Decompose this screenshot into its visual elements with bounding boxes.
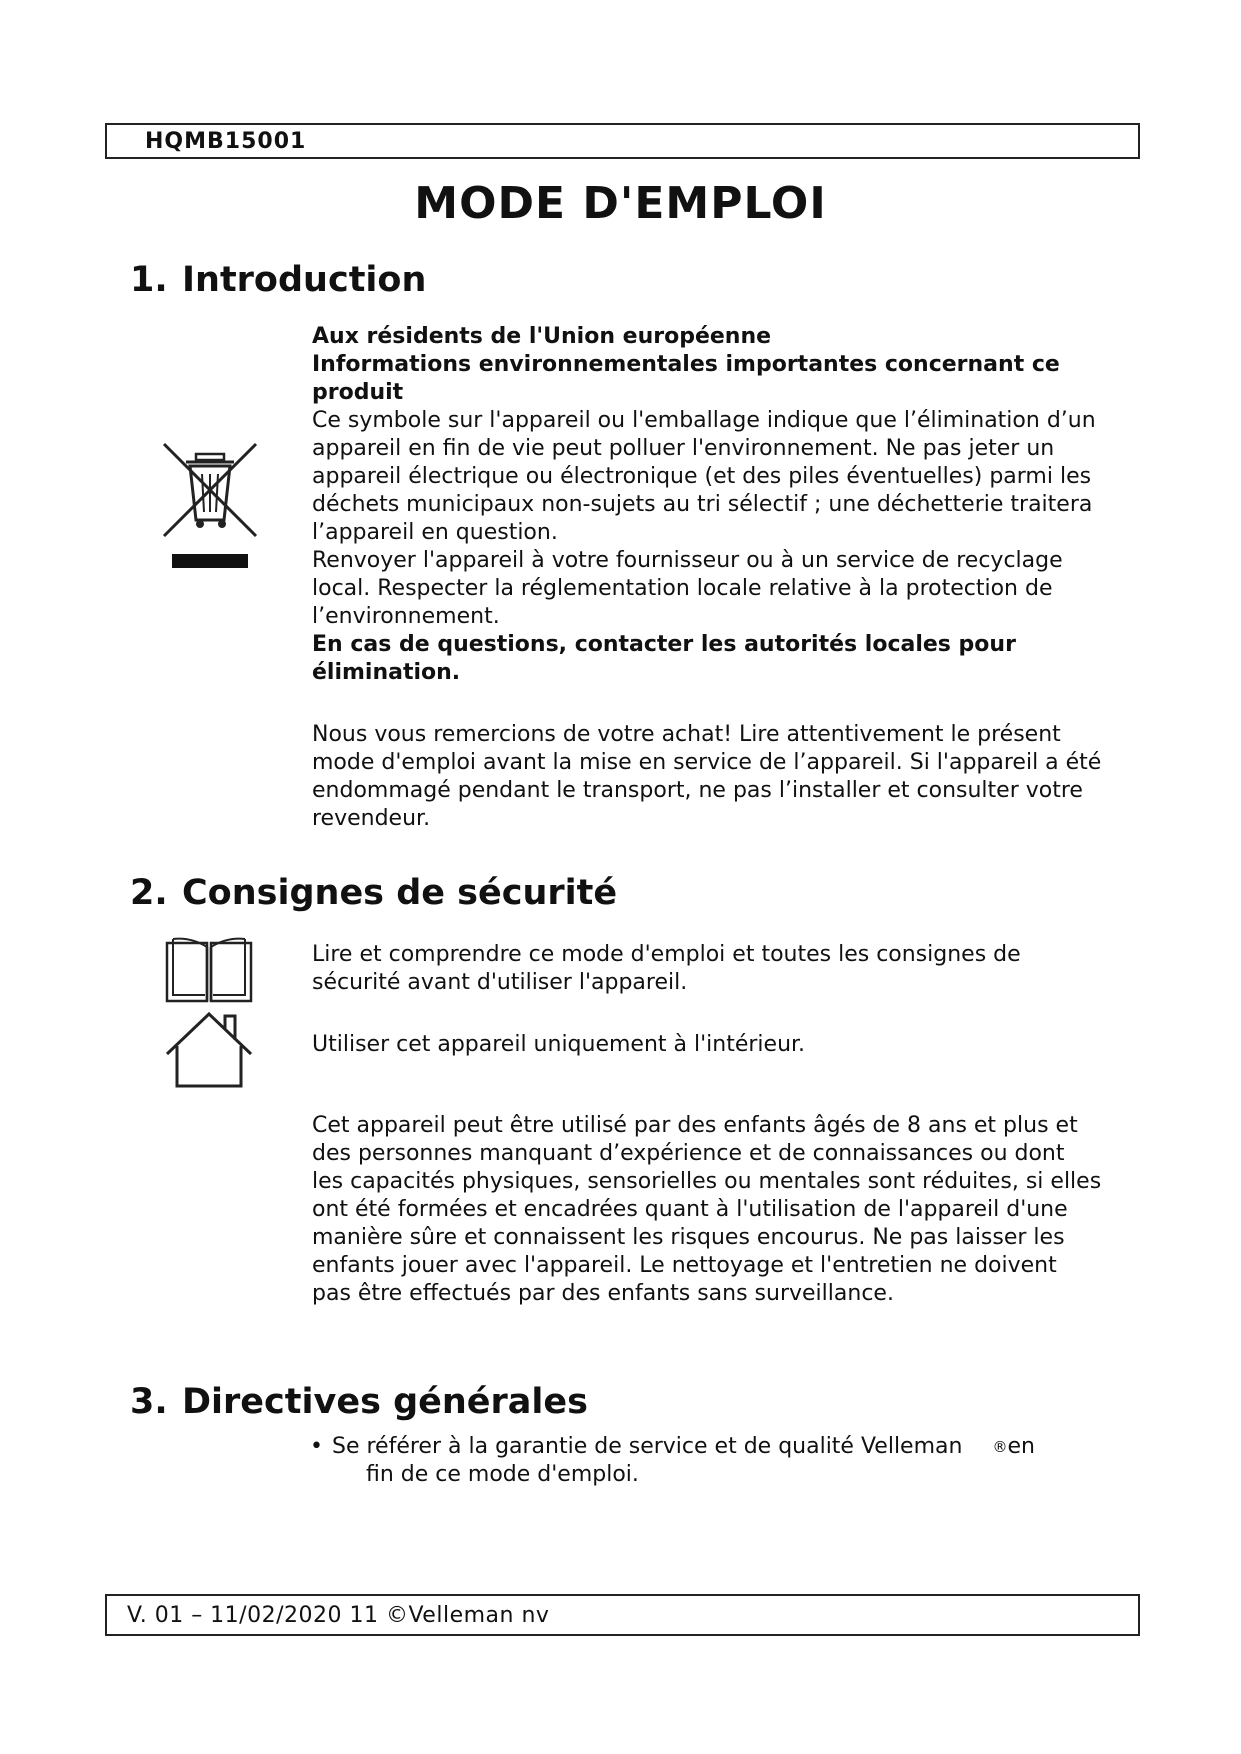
- section-number: 3.: [130, 1382, 168, 1422]
- read-manual-text: Lire et comprendre ce mode d'emploi et toutes les consignes de sécurité avant d'utiliser l'appareil.: [312, 942, 1021, 995]
- indoor-house-icon: [163, 1010, 255, 1090]
- general-guidelines-list: [308, 1433, 1108, 1489]
- section-title: Consignes de sécurité: [182, 873, 618, 913]
- header-bar: [105, 123, 1140, 159]
- bullet-line1: [332, 1433, 1108, 1461]
- indoor-text: Utiliser cet appareil uniquement à l'intérieur.: [312, 1032, 806, 1057]
- eu-notice-body1: Ce symbole sur l'appareil ou l'emballage indique que l’élimination d’un appareil en fin de vie peut polluer l'environnement. Ne pas jeter un appareil électrique ou électronique (et des piles éventuelles) parmi les déchets municipaux non-sujets au tri sélectif ; une déchetterie traitera l’appareil en question.: [312, 408, 1096, 545]
- eu-notice-block: [312, 323, 1102, 687]
- registered-mark: ®: [992, 1438, 1008, 1456]
- section-heading-introduction: [130, 260, 426, 300]
- section-heading-safety: [130, 873, 617, 913]
- section-title: Directives générales: [182, 1382, 588, 1422]
- document-title: MODE D'EMPLOI: [414, 178, 827, 229]
- section-number: 2.: [130, 873, 168, 913]
- eu-notice-line2: Informations environnementales importantes concernant ce produit: [312, 352, 1060, 405]
- product-code: HQMB15001: [145, 129, 307, 154]
- section-heading-general: [130, 1382, 588, 1422]
- children-paragraph: [312, 1112, 1102, 1308]
- bullet-text-part3: fin de ce mode d'emploi.: [366, 1462, 639, 1487]
- eu-notice-body2: Renvoyer l'appareil à votre fournisseur ou à un service de recyclage local. Respecter la réglementation locale relative à la protection de l’environnement.: [312, 548, 1063, 629]
- list-item: [308, 1433, 1108, 1489]
- section-title: Introduction: [182, 260, 427, 300]
- weee-crossed-bin-icon: [160, 440, 260, 580]
- footer-bar: [105, 1594, 1140, 1636]
- bullet-icon: •: [310, 1434, 323, 1459]
- read-manual-book-icon: [163, 935, 255, 1005]
- footer-text: V. 01 – 11/02/2020 11 ©Velleman nv: [127, 1603, 550, 1628]
- indoor-paragraph: [312, 1031, 1102, 1059]
- eu-notice-contact: En cas de questions, contacter les autorités locales pour élimination.: [312, 632, 1016, 685]
- read-manual-paragraph: [312, 941, 1102, 997]
- eu-notice-line1: Aux résidents de l'Union européenne: [312, 324, 772, 349]
- thanks-paragraph: [312, 721, 1102, 833]
- bullet-text-part2: en: [1007, 1434, 1035, 1459]
- thanks-text: Nous vous remercions de votre achat! Lire attentivement le présent mode d'emploi avant la mise en service de l’appareil. Si l'appareil a été endommagé pendant le transport, ne pas l’installer et consulter votre revendeur.: [312, 722, 1102, 831]
- bullet-text-part1: Se référer à la garantie de service et de qualité Velleman: [332, 1434, 963, 1459]
- section-number: 1.: [130, 260, 168, 300]
- children-text: Cet appareil peut être utilisé par des enfants âgés de 8 ans et plus et des personnes manquant d’expérience et de connaissances ou dont les capacités physiques, sensorielles ou mentales sont réduites, si elles ont été formées et encadrées quant à l'utilisation de l'appareil d'une manière sûre et connaissent les risques encourus. Ne pas laisser les enfants jouer avec l'appareil. Le nettoyage et l'entretien ne doivent pas être effectués par des enfants sans surveillance.: [312, 1113, 1102, 1306]
